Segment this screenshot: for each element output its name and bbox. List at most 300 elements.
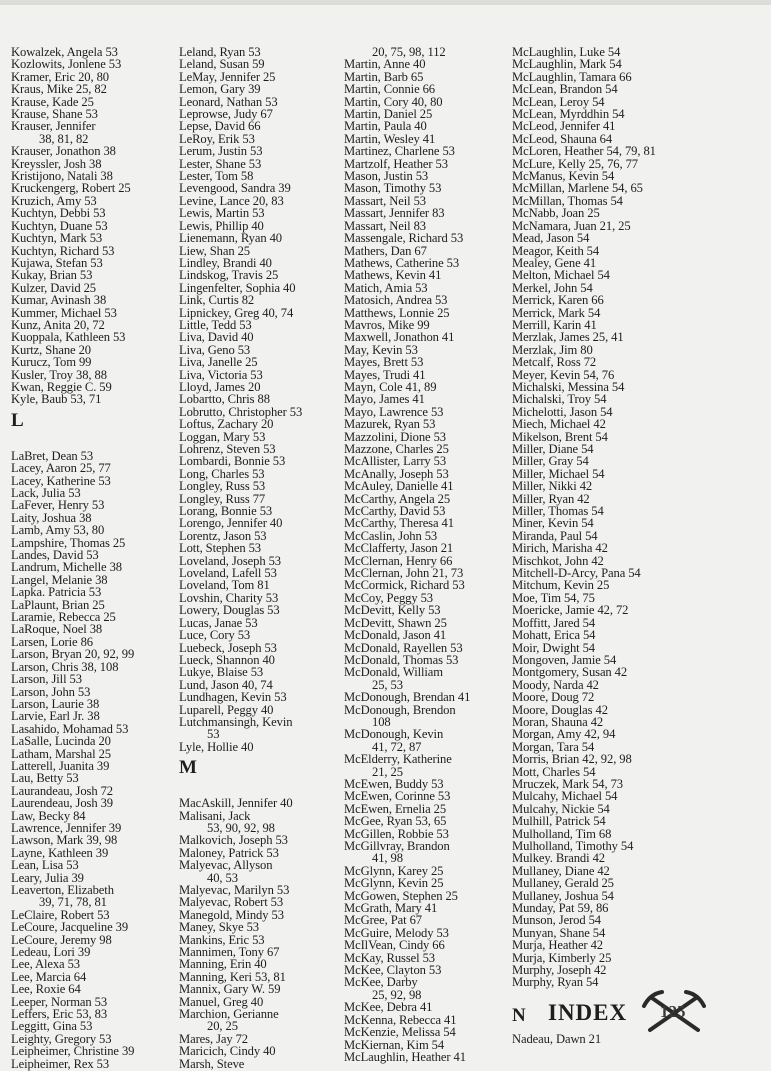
index-entry: Mead, Jason 54 [512,231,590,246]
index-entry: Lean, Lisa 53 [11,858,79,873]
index-entry: May, Kevin 53 [344,342,418,357]
index-entry: McGillen, Robbie 53 [344,826,449,841]
index-entry: Little, Tedd 53 [179,317,252,332]
index-entry: McClernan, Henry 66 [344,553,453,568]
index-entry: Massart, Neil 83 [344,218,426,233]
index-entry: Link, Curtis 82 [179,293,255,308]
index-entry: Lee, Marcia 64 [11,969,87,984]
index-entry: Lee, Alexa 53 [11,957,80,972]
index-entry: Lampshire, Thomas 25 [11,535,126,550]
index-entry: McManus, Kevin 54 [512,169,615,184]
index-entry: McEwen, Buddy 53 [344,776,444,791]
index-entry: Martinez, Charlene 53 [344,144,455,159]
index-entry: Moore, Douglas 42 [512,702,608,717]
index-entry-continuation: 53, 90, 92, 98 [207,820,275,835]
index-entry: LeMay, Jennifer 25 [179,69,276,84]
index-entry: Laurendeau, Josh 39 [11,796,113,811]
section-letter: N [512,1004,526,1026]
index-entry: Martin, Barb 65 [344,69,424,84]
index-entry: Lee, Roxie 64 [11,982,81,997]
index-entry: Michelotti, Jason 54 [512,404,613,419]
index-entry: Miranda, Paul 54 [512,528,598,543]
index-entry: Lasahido, Mohamad 53 [11,721,129,736]
index-entry: Mazzone, Charles 25 [344,442,449,456]
index-entry: McDevitt, Shawn 25 [344,615,447,630]
index-entry: Meyer, Kevin 54, 76 [512,367,615,382]
index-entry: Kunz, Anita 20, 72 [11,317,105,332]
index-entry: Kowalzek, Angela 53 [11,45,118,59]
index-entry: Marchion, Gerianne [179,1007,279,1022]
index-entry: Liew, Shan 25 [179,243,250,258]
index-column-2 [179,46,344,1070]
index-entry: McLean, Myrddhin 54 [512,107,625,122]
index-entry: Latham, Marshal 25 [11,746,111,761]
index-entry: Mavros, Mike 99 [344,317,430,332]
index-entry: Lacey, Aaron 25, 77 [11,461,111,476]
index-entry: Mannix, Gary W. 59 [179,982,281,997]
index-entry: Mitchell-D-Arcy, Pana 54 [512,566,641,581]
index-entry: Kuchtyn, Mark 53 [11,231,103,246]
index-entry: Miller, Ryan 42 [512,491,590,506]
index-entry: Maney, Skye 53 [179,920,259,935]
index-entry: McGee, Ryan 53, 65 [344,814,447,829]
index-entry: Merrick, Mark 54 [512,305,601,320]
index-entry: Landes, David 53 [11,548,99,563]
index-entry: Munson, Jerod 54 [512,913,602,928]
index-entry: Mayes, Brett 53 [344,355,424,370]
index-entry: LaPlaunt, Brian 25 [11,597,105,612]
index-entry: Montgomery, Susan 42 [512,665,628,680]
index-entry: Merzlak, James 25, 41 [512,330,624,345]
index-entry: Laurandeau, Josh 72 [11,783,113,798]
index-entry: Lukye, Blaise 53 [179,665,264,680]
index-entry: Langel, Melanie 38 [11,572,108,587]
index-entry: Krauser, Jonathon 38 [11,144,116,159]
index-entry: Kurucz, Tom 99 [11,355,92,370]
index-entry: McKee, Debra 41 [344,1000,433,1015]
index-entry: Mitchum, Kevin 25 [512,578,610,593]
index-entry-continuation: 40, 53 [207,870,238,885]
index-entry: Lutchmansingh, Kevin [179,714,293,729]
index-entry: Levengood, Sandra 39 [179,181,291,196]
index-entry: Matosich, Andrea 53 [344,293,448,308]
index-entry: Murja, Heather 42 [512,938,603,953]
index-entry: Liva, Geno 53 [179,342,251,357]
index-entry: Massengale, Richard 53 [344,231,464,246]
index-entry: Krause, Kade 25 [11,94,94,109]
index-entry: Lack, Julia 53 [11,486,81,500]
index-entry: Kujawa, Stefan 53 [11,255,103,270]
index-entry: McLaughlin, Heather 41 [344,1049,466,1064]
index-entry: Merkel, John 54 [512,280,593,295]
index-entry: Layne, Kathleen 39 [11,845,109,860]
index-entry: McDonough, Brendan 41 [344,690,471,705]
index-entry-continuation: 39, 71, 78, 81 [39,895,107,910]
index-entry: Miller, Thomas 54 [512,504,604,519]
index-entry: Munday, Pat 59, 86 [512,901,609,916]
index-entry: Nadeau, Dawn 21 [512,1031,602,1046]
index-entry: Mikelson, Brent 54 [512,429,608,444]
index-entry: Leggitt, Gina 53 [11,1019,93,1034]
index-entry: McDonough, Kevin [344,727,444,742]
index-entry: McEwen, Ernelia 25 [344,801,447,816]
index-entry: McIlVean, Cindy 66 [344,938,445,953]
index-entry: McGuire, Melody 53 [344,925,449,940]
index-entry: Law, Becky 84 [11,808,86,823]
index-entry: Kramer, Eric 20, 80 [11,69,109,84]
index-entry: Moir, Dwight 54 [512,640,596,655]
index-entry: McLaughlin, Mark 54 [512,57,622,72]
index-entry: Lucas, Janae 53 [179,615,258,630]
index-entry: Lawrence, Jennifer 39 [11,820,122,835]
index-entry: McGlynn, Karey 25 [344,863,444,878]
index-entry: Martin, Wesley 41 [344,131,436,146]
index-entry: LeRoy, Erik 53 [179,131,255,146]
index-entry: Lamb, Amy 53, 80 [11,523,105,538]
index-entry: Mazurek, Ryan 53 [344,417,436,432]
index-entry: McNamara, Juan 21, 25 [512,218,631,233]
index-entry: Larson, Bryan 20, 92, 99 [11,647,135,662]
index-entry: Mischkot, John 42 [512,553,604,568]
index-entry: Martin, Cory 40, 80 [344,94,443,109]
index-entry: Ledeau, Lori 39 [11,945,91,960]
index-entry: Malyevac, Marilyn 53 [179,883,290,897]
index-entry: Kukay, Brian 53 [11,268,93,283]
index-entry-continuation: 25, 92, 98 [372,987,422,1002]
index-entry: Martin, Daniel 25 [344,107,433,122]
index-entry: Malisani, Jack [179,808,251,823]
index-entry: Mazzolini, Dione 53 [344,429,446,444]
index-entry: Mulcahy, Michael 54 [512,789,618,804]
index-entry: Lueck, Shannon 40 [179,652,275,667]
index-entry: Kumar, Avinash 38 [11,293,107,308]
index-entry: Mulkey. Brandi 42 [512,851,605,866]
index-entry: Kyle, Baub 53, 71 [11,392,102,407]
index-entry: Moore, Doug 72 [512,690,595,705]
index-entry: Long, Charles 53 [179,466,265,481]
index-entry: Merrick, Karen 66 [512,293,604,308]
index-entry: MacAskill, Jennifer 40 [179,796,293,811]
index-entry: Mohatt, Erica 54 [512,628,596,643]
index-entry: McLure, Kelly 25, 76, 77 [512,156,638,171]
index-entry: Miller, Gray 54 [512,454,589,469]
index-entry: Lienemann, Ryan 40 [179,231,282,246]
index-entry: Liva, Janelle 25 [179,355,258,370]
index-entry: Moran, Shauna 42 [512,714,604,729]
index-entry-continuation: 21, 25 [372,764,403,779]
index-entry: Loveland, Joseph 53 [179,553,281,568]
index-entry-continuation: 25, 53 [372,677,403,692]
index-entry: Moody, Narda 42 [512,677,599,692]
index-entry: Mathews, Catherine 53 [344,255,460,270]
index-entry: Kuchtyn, Richard 53 [11,243,115,258]
index-entry: Loveland, Lafell 53 [179,566,277,581]
index-entry: LaRoque, Noel 38 [11,622,103,637]
index-entry: Merzlak, Jim 80 [512,342,593,357]
index-entry: Lorengo, Jennifer 40 [179,516,283,531]
index-entry: Mulcahy, Nickie 54 [512,801,610,816]
index-entry: Morgan, Amy 42, 94 [512,727,616,742]
index-entry-continuation: 41, 98 [372,851,403,866]
index-entry: Lott, Stephen 53 [179,541,261,556]
index-entry: McLaughlin, Luke 54 [512,45,621,59]
index-entry: Leeper, Norman 53 [11,994,108,1009]
index-entry: Massart, Jennifer 83 [344,206,445,221]
index-entry: Murphy, Joseph 42 [512,963,607,978]
index-entry: Lingenfelter, Sophia 40 [179,280,296,295]
index-entry: Larvie, Earl Jr. 38 [11,709,100,724]
index-entry: Metcalf, Ross 72 [512,355,597,370]
index-entry: Mayes, Trudi 41 [344,367,426,382]
index-entry: Mruczek, Mark 54, 73 [512,776,623,791]
index-entry: McEwen, Corinne 53 [344,789,451,804]
index-entry: Mares, Jay 72 [179,1031,248,1046]
index-entry: Lerum, Justin 53 [179,144,263,159]
index-entry: Lewis, Phillip 40 [179,218,264,233]
index-entry: Kuoppala, Kathleen 53 [11,330,126,345]
index-entry: Lemon, Gary 39 [179,82,261,97]
index-entry: Mayo, James 41 [344,392,425,407]
index-entry: LaSalle, Lucinda 20 [11,734,111,749]
index-entry: Munyan, Shane 54 [512,925,606,940]
index-entry: Mulhill, Patrick 54 [512,814,606,829]
index-entry: McAnally, Joseph 53 [344,466,449,481]
index-entry: Kusler, Troy 38, 88 [11,367,107,382]
index-entry: Mayo, Lawrence 53 [344,404,444,419]
index-entry: Mott, Charles 54 [512,764,596,779]
index-entry: Lombardi, Bonnie 53 [179,454,286,469]
index-entry: Moericke, Jamie 42, 72 [512,603,629,618]
index-entry: McDonald, Thomas 53 [344,652,459,667]
index-entry: Luparell, Peggy 40 [179,702,274,717]
index-entry: Longley, Russ 77 [179,491,266,506]
index-entry: Leland, Ryan 53 [179,45,261,59]
index-entry: Malyevac, Robert 53 [179,895,284,910]
index-entry: LeClaire, Robert 53 [11,907,110,922]
index-entry: Miller, Diane 54 [512,442,594,456]
index-entry: Matthews, Lonnie 25 [344,305,450,320]
index-entry: McCoy, Peggy 53 [344,590,433,605]
index-entry: Leonard, Nathan 53 [179,94,278,109]
index-entry: Melton, Michael 54 [512,268,610,283]
index-entry: McAllister, Larry 53 [344,454,447,469]
index-entry: Kraus, Mike 25, 82 [11,82,107,97]
index-entry: Mullaney, Joshua 54 [512,888,614,903]
index-entry: Michalski, Troy 54 [512,392,607,407]
index-entry: McAuley, Danielle 41 [344,479,454,494]
index-entry: Lorentz, Jason 53 [179,528,267,543]
index-entry: Murja, Kimberly 25 [512,950,612,965]
index-entry: Kozlowits, Jonlene 53 [11,57,122,72]
index-entry: Morgan, Tara 54 [512,739,595,754]
index-entry: Loggan, Mary 53 [179,429,266,444]
index-entry: Merrill, Karin 41 [512,317,597,332]
index-entry: McLeod, Shauna 64 [512,131,613,146]
index-entry: McGowen, Stephen 25 [344,888,458,903]
index-entry: Larson, Jill 53 [11,672,82,687]
index-entry-continuation: 20, 75, 98, 112 [372,45,446,59]
index-entry: Laity, Joshua 38 [11,510,92,525]
index-entry: Martin, Anne 40 [344,57,426,72]
index-entry: Laramie, Rebecca 25 [11,610,116,625]
index-entry: Kuchtyn, Duane 53 [11,218,108,233]
index-entry: McKee, Darby [344,975,418,990]
index-entry: Lorang, Bonnie 53 [179,504,273,519]
index-entry: Lobrutto, Christopher 53 [179,404,303,419]
index-entry: Larson, Chris 38, 108 [11,659,119,674]
index-entry: McCarthy, Theresa 41 [344,516,454,531]
index-entry: Lewis, Martin 53 [179,206,265,221]
index-entry-continuation: 53 [207,727,220,742]
index-entry: Lund, Jason 40, 74 [179,677,273,692]
index-entry-continuation: 38, 81, 82 [39,131,89,146]
index-entry: Landrum, Michelle 38 [11,560,122,575]
index-column-4 [512,46,712,1045]
index-entry: McKiernan, Kim 54 [344,1037,445,1052]
index-entry: Leland, Susan 59 [179,57,265,72]
index-column-3 [344,46,514,1063]
index-entry: Mullaney, Gerald 25 [512,876,614,891]
index-entry: Mankins, Eric 53 [179,932,265,947]
index-entry: Levine, Lance 20, 83 [179,193,284,208]
index-entry: Lacey, Katherine 53 [11,473,111,488]
index-entry: Mealey, Gene 41 [512,255,597,270]
index-entry: Lepse, David 66 [179,119,261,134]
index-entry: McLean, Leroy 54 [512,94,605,109]
index-entry: McMillan, Thomas 54 [512,193,623,208]
index-entry: Larsen, Lorie 86 [11,634,93,649]
index-entry: Larson, Laurie 38 [11,696,100,711]
index-entry: Miech, Michael 42 [512,417,606,432]
index-entry: McGrath, Mary 41 [344,901,438,916]
index-entry: Maricich, Cindy 40 [179,1044,276,1059]
index-entry: Lundhagen, Kevin 53 [179,690,287,705]
index-label: INDEX [548,1000,628,1025]
index-entry: LaFever, Henry 53 [11,498,105,513]
index-entry: Lester, Shane 53 [179,156,262,171]
index-column-1 [11,46,171,1070]
index-entry: McLean, Brandon 54 [512,82,618,97]
index-entry: Mullaney, Diane 42 [512,863,610,878]
index-entry: Michalski, Messina 54 [512,379,625,394]
index-entry: McElderry, Katherine [344,752,452,767]
index-entry: McLoren, Heather 54, 79, 81 [512,144,656,159]
index-entry: McGillvray, Brandon [344,839,450,853]
index-entry: Moe, Tim 54, 75 [512,590,595,605]
index-entry: LeCoure, Jacqueline 39 [11,920,129,935]
index-entry: Mason, Timothy 53 [344,181,442,196]
index-entry: McCaslin, John 53 [344,528,438,543]
index-entry: Lowery, Douglas 53 [179,603,280,618]
index-entry: McDonough, Brendon [344,702,456,717]
index-entry: McKay, Russel 53 [344,950,435,965]
index-entry: McCarthy, Angela 25 [344,491,451,506]
index-entry: Lester, Tom 58 [179,169,254,184]
index-entry: McCormick, Richard 53 [344,578,465,593]
index-entry: Manuel, Greg 40 [179,994,264,1009]
index-entry: McClernan, John 21, 73 [344,566,464,581]
index-entry: Leighty, Gregory 53 [11,1031,112,1046]
index-entry: Maloney, Patrick 53 [179,845,279,860]
index-entry: McGree, Pat 67 [344,913,422,928]
index-entry: Mannimen, Tony 67 [179,945,280,960]
index-entry: Loveland, Tom 81 [179,578,270,593]
index-entry: McMillan, Marlene 54, 65 [512,181,643,196]
index-entry: McKenzie, Melissa 54 [344,1025,456,1040]
index-entry: McDevitt, Kelly 53 [344,603,441,618]
index-entry: Martzolf, Heather 53 [344,156,448,171]
index-entry: Kummer, Michael 53 [11,305,117,320]
index-entry: Morris, Brian 42, 92, 98 [512,752,632,767]
index-entry: Leipheimer, Rex 53 [11,1056,110,1071]
index-entry: McCarthy, David 53 [344,504,446,519]
index-entry: Luce, Cory 53 [179,628,251,643]
index-entry: LaBret, Dean 53 [11,448,94,463]
index-entry-continuation: 20, 25 [207,1019,238,1034]
index-entry: Kruzich, Amy 53 [11,193,97,208]
index-entry: Kwan, Reggie C. 59 [11,379,112,394]
index-entry: Mirich, Marisha 42 [512,541,608,556]
index-entry: Latterell, Juanita 39 [11,758,110,773]
index-entry: McKee, Clayton 53 [344,963,442,978]
index-entry: Mayn, Cole 41, 89 [344,379,437,394]
index-entry: Matich, Amia 53 [344,280,428,295]
index-entry: Massart, Neil 53 [344,193,426,208]
index-entry: Manegold, Mindy 53 [179,907,284,922]
index-entry: McDonald, Jason 41 [344,628,447,643]
index-entry: Liva, Victoria 53 [179,367,263,382]
index-entry: Lobartto, Chris 88 [179,392,270,407]
index-entry: LeCoure, Jeremy 98 [11,932,112,947]
index-entry: Lapka. Patricia 53 [11,585,102,600]
index-entry: Mulholland, Timothy 54 [512,839,634,853]
page-number: 125 [660,1002,686,1021]
index-entry: Miner, Kevin 54 [512,516,594,531]
index-entry: Manning, Keri 53, 81 [179,969,286,984]
index-entry: Mathews, Kevin 41 [344,268,442,283]
index-entry: Lloyd, James 20 [179,379,261,394]
index-entry: McKenna, Rebecca 41 [344,1012,457,1027]
index-entry: McNabb, Joan 25 [512,206,600,221]
index-entry: Kulzer, David 25 [11,280,96,295]
index-entry: Miller, Nikki 42 [512,479,593,494]
index-entry: Moffitt, Jared 54 [512,615,596,630]
index-entry: McClafferty, Jason 21 [344,541,454,556]
index-entry: Lohrenz, Steven 53 [179,442,276,456]
index-entry: Krause, Shane 53 [11,107,98,122]
index-entry: Lawson, Mark 39, 98 [11,833,118,848]
index-entry: Lovshin, Charity 53 [179,590,279,605]
page-top-edge [0,0,771,5]
index-entry: McLaughlin, Tamara 66 [512,69,632,84]
index-entry: Lipnickey, Greg 40, 74 [179,305,294,320]
index-entry: Martin, Paula 40 [344,119,427,134]
index-entry: McLeod, Jennifer 41 [512,119,616,134]
index-entry: Lindley, Brandi 40 [179,255,272,270]
index-entry: McDonald, Rayellen 53 [344,640,463,655]
index-entry: Luebeck, Joseph 53 [179,640,277,655]
index-entry: Marsh, Steve [179,1056,245,1071]
section-letter: L [11,409,24,431]
index-entry: Larson, John 53 [11,684,91,699]
index-entry: Miller, Michael 54 [512,466,605,481]
index-entry: Martin, Connie 66 [344,82,435,97]
index-entry: Leffers, Eric 53, 83 [11,1007,108,1022]
spacer [11,438,171,450]
index-entry: Leary, Julia 39 [11,870,84,885]
index-entry: Kurtz, Shane 20 [11,342,91,357]
index-entry: Kruckengerg, Robert 25 [11,181,131,196]
